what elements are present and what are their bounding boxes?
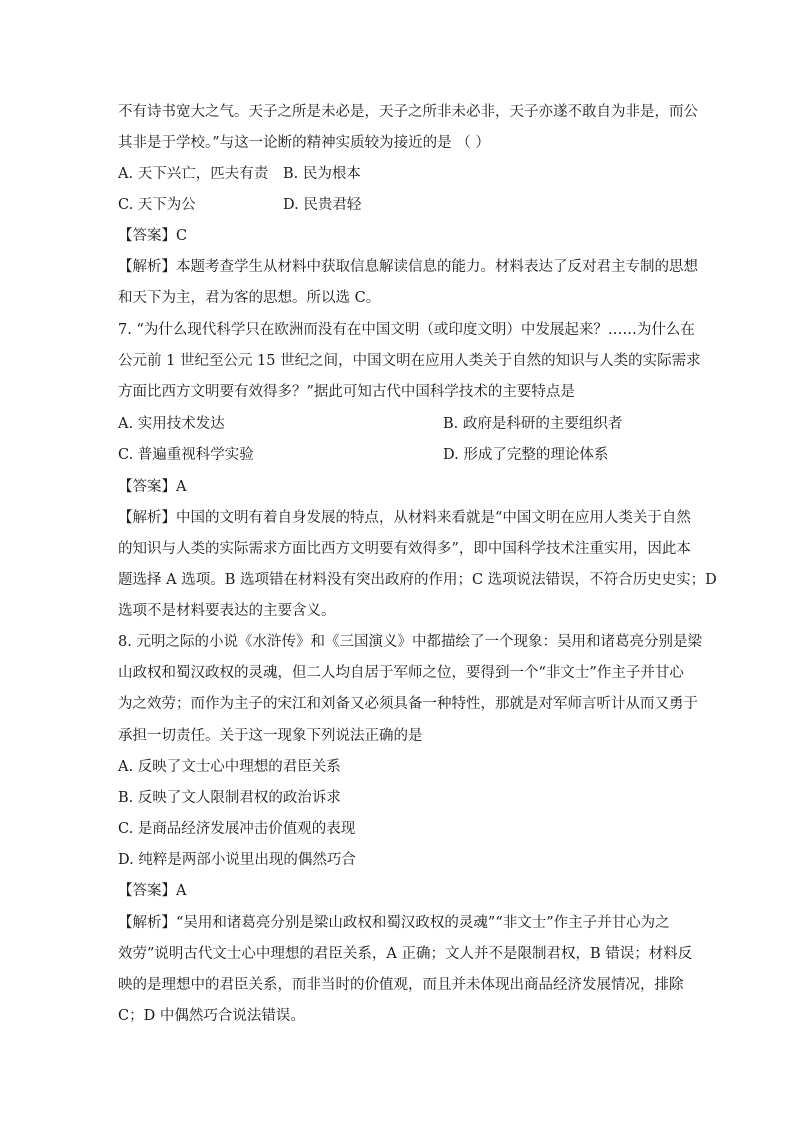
q6-stem-line-1: 不有诗书宽大之气。天子之所是未必是，天子之所非未必非，天子亦遂不敢自为非是，而公	[118, 104, 698, 120]
q7-analysis-line-3: 题选择 A 选项。B 选项错在材料没有突出政府的作用；C 选项说法错误，不符合历史史实；D	[118, 572, 717, 588]
q6-answer: 【答案】C	[118, 228, 188, 244]
q7-option-c: C. 普遍重视科学实验	[118, 447, 254, 463]
q6-option-b: B. 民为根本	[283, 166, 361, 182]
q7-option-a: A. 实用技术发达	[118, 416, 225, 432]
q6-option-c: C. 天下为公	[118, 197, 196, 213]
q7-option-b: B. 政府是科研的主要组织者	[443, 416, 623, 432]
q7-answer: 【答案】A	[118, 479, 187, 495]
q8-analysis-line-2: 效劳”说明古代文士心中理想的君臣关系，A 正确；文人并不是限制君权，B 错误；材料反	[118, 946, 693, 962]
q8-option-b: B. 反映了文人限制君权的政治诉求	[118, 790, 341, 806]
q8-stem-line-2: 山政权和蜀汉政权的灵魂，但二人均自居于军师之位，要得到一个“非文士”作主子并甘心	[118, 665, 684, 681]
q6-options-row-2	[118, 195, 678, 215]
q7-analysis-line-2: 的知识与人类的实际需求方面比西方文明要有效得多”，即中国科学技术注重实用，因此本	[118, 541, 691, 557]
q8-analysis-line-4: C；D 中偶然巧合说法错误。	[118, 1008, 305, 1024]
q7-analysis-line-1: 【解析】中国的文明有着自身发展的特点，从材料来看就是“中国文明在应用人类关于自然	[118, 510, 691, 526]
q7-stem-line-3: 方面比西方文明要有效得多？”据此可知古代中国科学技术的主要特点是	[118, 384, 575, 400]
q7-analysis-line-4: 选项不是材料要表达的主要含义。	[118, 603, 336, 619]
q8-option-a: A. 反映了文士心中理想的君臣关系	[118, 759, 341, 775]
q7-options-row-1	[118, 414, 678, 434]
q7-options-row-2	[118, 445, 678, 465]
q7-option-d: D. 形成了完整的理论体系	[443, 447, 609, 463]
q6-stem-line-2: 其非是于学校。”与这一论断的精神实质较为接近的是 （ ）	[118, 135, 490, 151]
q8-analysis-line-3: 映的是理想中的君臣关系，而非当时的价值观，而且并未体现出商品经济发展情况，排除	[118, 977, 684, 993]
q6-option-d: D. 民贵君轻	[283, 197, 362, 213]
q6-option-a: A. 天下兴亡，匹夫有责	[118, 166, 269, 182]
q8-stem-line-4: 承担一切责任。关于这一现象下列说法正确的是	[118, 728, 423, 744]
q8-stem-line-3: 为之效劳；而作为主子的宋江和刘备又必须具备一种特性，那就是对军师言听计从而又勇于	[118, 696, 698, 712]
q6-options-row-1	[118, 164, 678, 184]
q7-stem-line-1: 7. “为什么现代科学只在欧洲而没有在中国文明（或印度文明）中发展起来？……为什么在	[118, 322, 695, 338]
q8-analysis-line-1: 【解析】“吴用和诸葛亮分别是梁山政权和蜀汉政权的灵魂”“非文士”作主子并甘心为之	[118, 915, 670, 931]
q7-stem-line-2: 公元前 1 世纪至公元 15 世纪之间，中国文明在应用人类关于自然的知识与人类的实际需求	[118, 353, 701, 369]
q6-analysis-line-2: 和天下为主，君为客的思想。所以选 C。	[118, 290, 381, 306]
q6-analysis-line-1: 【解析】本题考查学生从材料中获取信息解读信息的能力。材料表达了反对君主专制的思想	[118, 259, 698, 275]
q8-option-d: D. 纯粹是两部小说里出现的偶然巧合	[118, 852, 356, 868]
q8-stem-line-1: 8. 元明之际的小说《水浒传》和《三国演义》中都描绘了一个现象：吴用和诸葛亮分别是梁	[118, 634, 702, 650]
q8-answer: 【答案】A	[118, 883, 187, 899]
q8-option-c: C. 是商品经济发展冲击价值观的表现	[118, 821, 356, 837]
